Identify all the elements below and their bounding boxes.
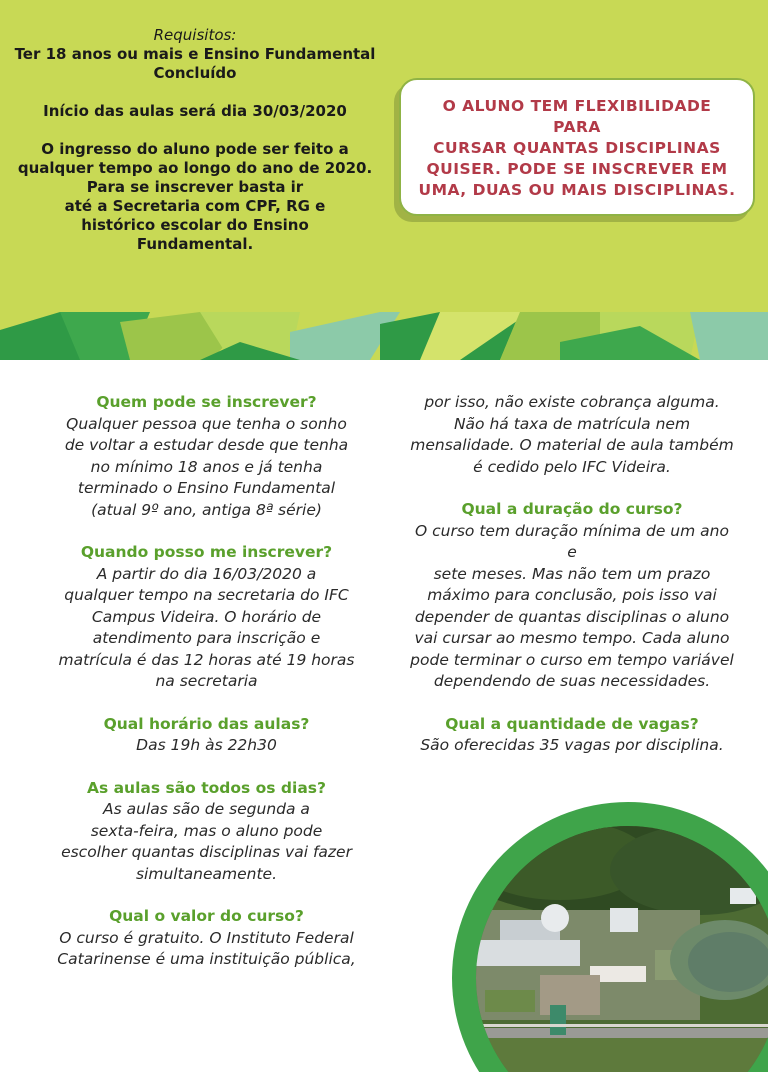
decorative-stripe: [0, 312, 768, 360]
enroll-line: qualquer tempo ao longo do ano de 2020.: [17, 159, 373, 177]
faq-answer-line: escolher quantas disciplinas vai fazer: [61, 843, 352, 861]
faq-answer-line: vai cursar ao mesmo tempo. Cada aluno: [414, 629, 730, 647]
faq-question: Quando posso me inscrever?: [80, 543, 333, 561]
faq-answer-line: mensalidade. O material de aula também: [410, 436, 734, 454]
requirements-age-line: Concluído: [153, 64, 237, 82]
faq-answer-line: no mínimo 18 anos e já tenha: [90, 457, 323, 476]
faq-answer-line: pode terminar o curso em tempo variável: [410, 650, 734, 669]
faq-answer-line: Não há taxa de matrícula nem: [453, 414, 691, 433]
requirements-age-line: Ter 18 anos ou mais e Ensino Fundamental: [14, 45, 376, 63]
faq-answer-line: terminado o Ensino Fundamental: [77, 479, 336, 497]
campus-aerial-photo: [440, 800, 768, 1072]
faq-question: Qual horário das aulas?: [103, 714, 310, 733]
faq-answer-line: sexta-feira, mas o aluno pode: [90, 821, 323, 840]
requirements-title: Requisitos:: [153, 26, 237, 44]
enroll-line: O ingresso do aluno pode ser feito a: [41, 140, 349, 158]
faq-question: As aulas são todos os dias?: [86, 778, 327, 797]
faq-answer-line: O curso é gratuito. O Instituto Federal: [59, 928, 354, 947]
callout-line: QUISER. PODE SE INSCREVER EM: [426, 160, 728, 178]
faq-question: Quem pode se inscrever?: [96, 393, 317, 411]
faq-answer-line: dependendo de suas necessidades.: [433, 672, 711, 690]
campus-photo-illustration: [440, 800, 768, 1072]
faq-question: Qual a quantidade de vagas?: [445, 714, 699, 733]
faq-answer-line: depender de quantas disciplinas o aluno: [414, 607, 730, 626]
start-date: Início das aulas será dia 30/03/2020: [43, 102, 347, 120]
faq-left-column: [44, 392, 369, 971]
enroll-line: Fundamental.: [136, 235, 254, 253]
flexibility-callout: [399, 78, 755, 216]
faq-answer-line: Catarinense é uma instituição pública,: [57, 950, 356, 968]
faq-question: Qual a duração do curso?: [461, 500, 683, 518]
requirements-block: [10, 26, 380, 254]
callout-line: UMA, DUAS OU MAIS DISCIPLINAS.: [418, 181, 736, 199]
faq-answer-line: por isso, não existe cobrança alguma.: [424, 393, 720, 411]
enroll-line: histórico escolar do Ensino: [81, 216, 309, 234]
faq-answer-line: matrícula é das 12 horas até 19 horas: [58, 650, 355, 669]
faq-answer-line: simultaneamente.: [135, 864, 278, 883]
callout-line: CURSAR QUANTAS DISCIPLINAS: [433, 139, 721, 157]
enroll-line: até a Secretaria com CPF, RG e: [64, 197, 326, 215]
faq-answer-line: Das 19h às 22h30: [136, 736, 277, 754]
faq-answer-line: São oferecidas 35 vagas por disciplina.: [420, 736, 724, 754]
faq-answer-line: na secretaria: [155, 672, 258, 690]
faq-answer-line: Campus Videira. O horário de: [91, 607, 322, 626]
faq-answer-line: As aulas são de segunda a: [103, 800, 310, 818]
faq-answer-line: é cedido pelo IFC Videira.: [473, 457, 671, 476]
faq-answer-line: qualquer tempo na secretaria do IFC: [64, 586, 349, 604]
faq-answer-line: Qualquer pessoa que tenha o sonho: [66, 414, 347, 433]
callout-line: O ALUNO TEM FLEXIBILIDADE PARA: [442, 97, 712, 136]
faq-answer-line: máximo para conclusão, pois isso vai: [427, 586, 717, 604]
faq-answer-line: (atual 9º ano, antiga 8ª série): [91, 500, 322, 519]
callout-text: [417, 96, 737, 201]
faq-answer-line: O curso tem duração mínima de um ano e: [415, 521, 729, 561]
faq-question: Qual o valor do curso?: [109, 907, 304, 925]
faq-answer-line: atendimento para inscrição e: [92, 629, 321, 647]
faq-answer-line: A partir do dia 16/03/2020 a: [96, 564, 317, 583]
top-band: [0, 0, 768, 360]
enroll-line: Para se inscrever basta ir: [86, 178, 304, 196]
faq-right-column: [408, 392, 736, 757]
faq-answer-line: sete meses. Mas não tem um prazo: [433, 564, 711, 583]
faq-answer-line: de voltar a estudar desde que tenha: [64, 436, 349, 454]
